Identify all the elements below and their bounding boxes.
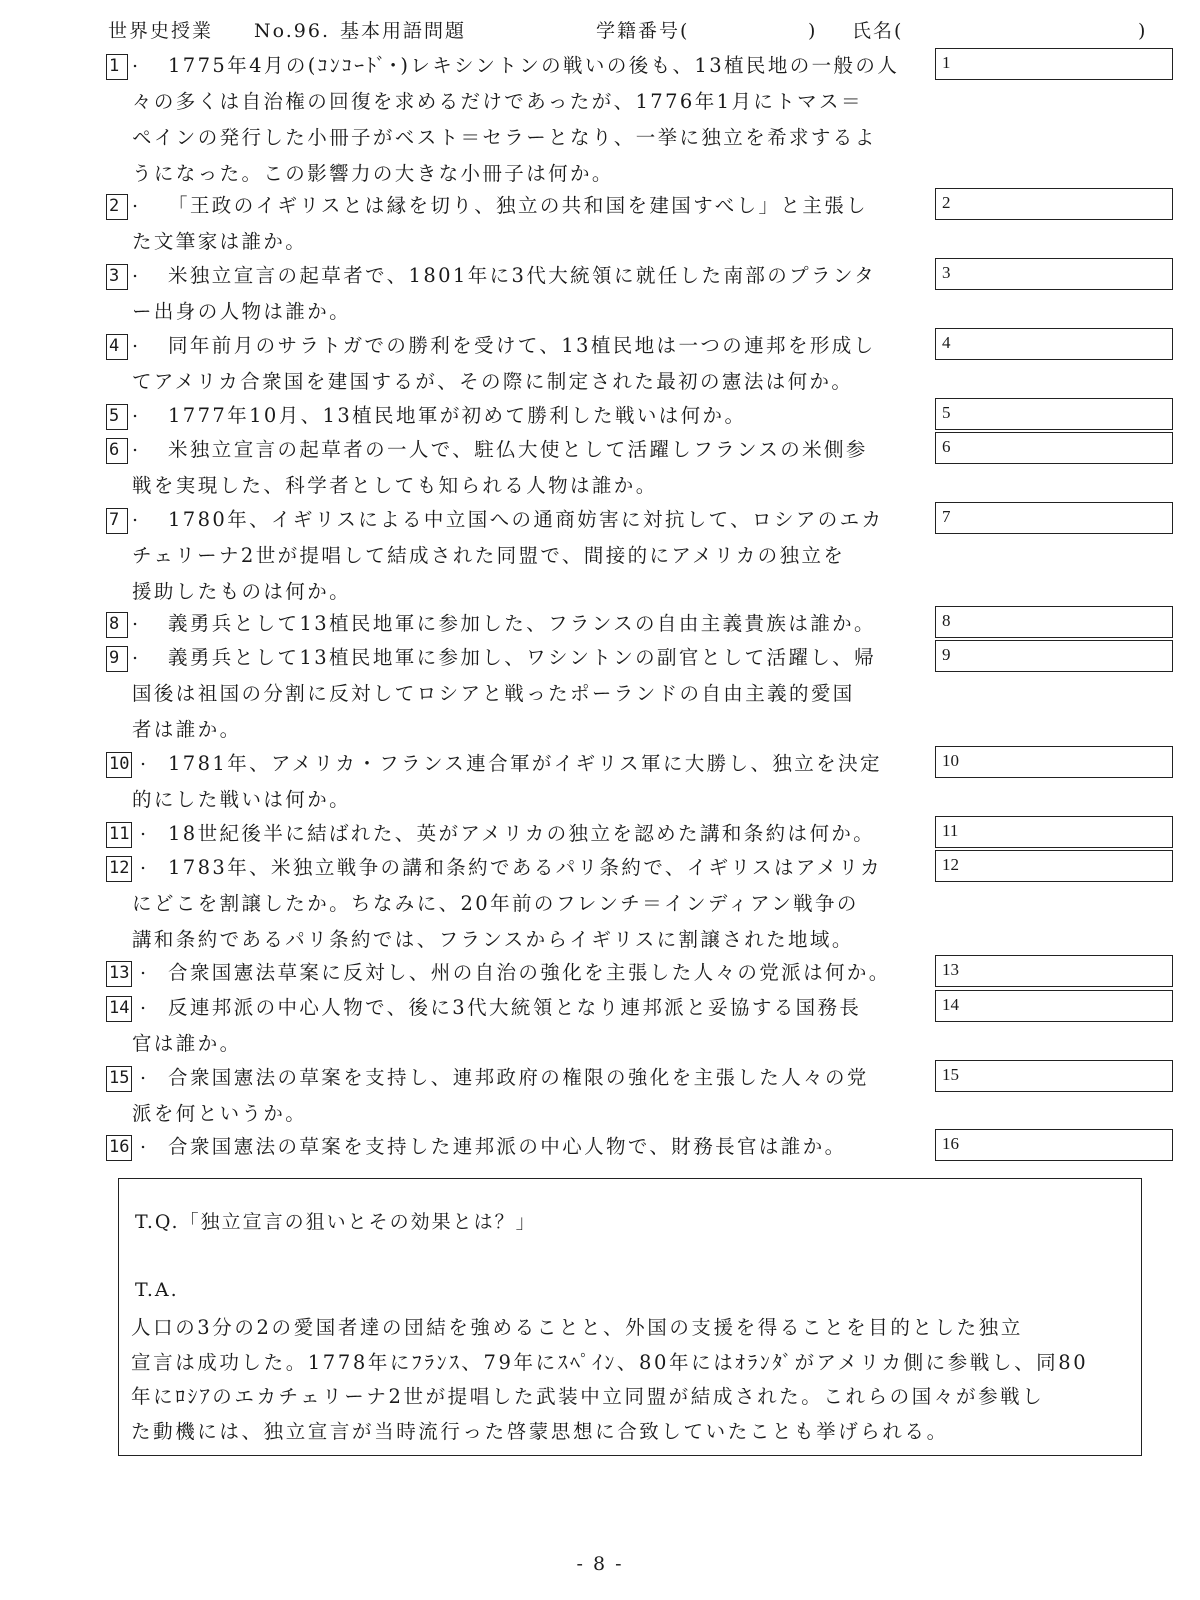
student-id-label: 学籍番号( <box>596 20 690 42</box>
question-text <box>168 955 1056 991</box>
answer-box[interactable]: 1 <box>935 48 1173 80</box>
question-text-line: てアメリカ合衆国を建国するが、その際に制定された最初の憲法は何か。 <box>132 370 854 393</box>
question-text <box>132 432 1056 504</box>
question-number-dot: . <box>132 50 139 72</box>
answer-box[interactable]: 12 <box>935 850 1173 882</box>
answer-box[interactable]: 16 <box>935 1129 1173 1161</box>
answer-box[interactable]: 8 <box>935 606 1173 638</box>
worksheet-number: No.96. <box>254 20 330 42</box>
question-number-box: 7 <box>106 508 128 534</box>
question-text-line: 1780年、イギリスによる中立国への通商妨害に対抗して、ロシアのエカ <box>168 508 884 531</box>
question-text-line: チェリーナ2世が提唱して結成された同盟で、間接的にアメリカの独立を <box>132 544 846 567</box>
question-text-line: 1775年4月の(ｺﾝｺｰﾄﾞ･)レキシントンの戦いの後も、13植民地の一般の人 <box>168 54 900 77</box>
tq-answer-line: 人口の3分の2の愛国者達の団結を強めることと、外国の支援を得ることを目的とした独立 <box>131 1316 1023 1339</box>
question-number-dot: . <box>140 852 147 874</box>
question-text <box>132 746 1056 818</box>
question-text-line: 合衆国憲法の草案を支持し、連邦政府の権限の強化を主張した人々の党 <box>168 1066 869 1089</box>
worksheet-subject: 基本用語問題 <box>340 20 467 42</box>
question-number-dot: . <box>140 1131 147 1153</box>
question-text-line: 国後は祖国の分割に反対してロシアと戦ったポーランドの自由主義的愛国 <box>132 682 855 705</box>
question-text-line: ペインの発行した小冊子がベスト＝セラーとなり、一挙に独立を希求するよ <box>132 126 877 149</box>
question-text <box>132 188 1056 260</box>
question-text <box>168 398 1056 434</box>
question-text-line: 同年前月のサラトガでの勝利を受けて、13植民地は一つの連邦を形成し <box>168 334 876 357</box>
question-number-dot: . <box>132 330 139 352</box>
question-text-line: た文筆家は誰か。 <box>132 230 308 253</box>
answer-box[interactable]: 10 <box>935 746 1173 778</box>
question-text-line: 派を何というか。 <box>132 1102 308 1125</box>
question-number-dot: . <box>132 260 139 282</box>
question-text <box>132 1060 1056 1132</box>
question-text-line: 合衆国憲法草案に反対し、州の自治の強化を主張した人々の党派は何か。 <box>168 961 891 984</box>
question-text-line: にどこを割譲したか。ちなみに、20年前のフレンチ＝インディアン戦争の <box>132 892 859 915</box>
answer-box[interactable]: 14 <box>935 990 1173 1022</box>
question-text-line: 米独立宣言の起草者の一人で、駐仏大使として活躍しフランスの米側参 <box>168 438 868 461</box>
course-title: 世界史授業 <box>108 20 214 42</box>
question-number-box: 12 <box>106 856 132 882</box>
question-number-dot: . <box>140 957 147 979</box>
question-number-box: 6 <box>106 438 128 464</box>
tq-answer-line: 宣言は成功した。1778年にﾌﾗﾝｽ、79年にｽﾍﾟｲﾝ、80年にはｵﾗﾝﾀﾞがアメリカ側に参戦し、同80 <box>131 1350 1089 1374</box>
question-text-line: 官は誰か。 <box>132 1032 242 1055</box>
answer-box[interactable]: 13 <box>935 955 1173 987</box>
answer-box[interactable]: 15 <box>935 1060 1173 1092</box>
question-number-box: 15 <box>106 1066 132 1092</box>
question-text <box>132 502 1056 610</box>
question-text-line: 1783年、米独立戦争の講和条約であるパリ条約で、イギリスはアメリカ <box>168 856 883 879</box>
question-number-box: 11 <box>106 822 132 848</box>
question-number-dot: . <box>132 400 139 422</box>
question-text-line: 「王政のイギリスとは縁を切り、独立の共和国を建国すべし」と主張し <box>168 194 869 217</box>
question-text <box>132 850 1056 958</box>
answer-box[interactable]: 4 <box>935 328 1173 360</box>
question-text <box>132 48 1056 192</box>
question-number-box: 8 <box>106 612 128 638</box>
tq-question: T.Q.「独立宣言の狙いとその効果とは？」 <box>135 1211 537 1233</box>
question-text-line: 戦を実現した、科学者としても知られる人物は誰か。 <box>132 474 658 497</box>
question-text-line: 合衆国憲法の草案を支持した連邦派の中心人物で、財務長官は誰か。 <box>168 1135 847 1158</box>
question-number-dot: . <box>132 642 139 664</box>
question-text <box>168 816 1056 852</box>
answer-box[interactable]: 6 <box>935 432 1173 464</box>
tq-answer-body <box>131 1311 1131 1449</box>
question-text-line: 講和条約であるパリ条約では、フランスからイギリスに割譲された地域。 <box>132 928 854 951</box>
answer-box[interactable]: 11 <box>935 816 1173 848</box>
question-number-box: 14 <box>106 996 132 1022</box>
question-text-line: ー出身の人物は誰か。 <box>132 300 352 323</box>
question-number-dot: . <box>132 504 139 526</box>
question-number-box: 5 <box>106 404 128 430</box>
question-number-box: 4 <box>106 334 128 360</box>
question-text-line: 1781年、アメリカ・フランス連合軍がイギリス軍に大勝し、独立を決定 <box>168 752 882 775</box>
answer-box[interactable]: 2 <box>935 188 1173 220</box>
question-number-dot: . <box>140 992 147 1014</box>
question-text <box>132 258 1056 330</box>
question-number-box: 10 <box>106 752 132 778</box>
answer-box[interactable]: 9 <box>935 640 1173 672</box>
tq-answer-line: た動機には、独立宣言が当時流行った啓蒙思想に合致していたことも挙げられる。 <box>131 1419 949 1443</box>
question-text-line: 義勇兵として13植民地軍に参加した、フランスの自由主義貴族は誰か。 <box>168 612 876 635</box>
tq-answer-line: 年にﾛｼｱのエカチェリーナ2世が提唱した武装中立同盟が結成された。これらの国々が参戦し <box>131 1385 1045 1408</box>
question-number-box: 1 <box>106 54 128 80</box>
question-number-dot: . <box>132 434 139 456</box>
question-number-box: 9 <box>106 646 128 672</box>
tq-box <box>118 1178 1142 1456</box>
question-number-dot: . <box>140 748 147 770</box>
question-number-dot: . <box>140 1062 147 1084</box>
question-text-line: 1777年10月、13植民地軍が初めて勝利した戦いは何か。 <box>168 404 747 427</box>
question-text <box>168 606 1056 642</box>
question-number-dot: . <box>132 190 139 212</box>
question-number-box: 3 <box>106 264 128 290</box>
answer-box[interactable]: 3 <box>935 258 1173 290</box>
question-text <box>168 1129 1056 1165</box>
answer-box[interactable]: 7 <box>935 502 1173 534</box>
name-close: ) <box>1138 20 1148 42</box>
question-number-box: 16 <box>106 1135 132 1161</box>
question-text <box>132 990 1056 1062</box>
student-id-close: ) <box>808 20 818 42</box>
question-text-line: 義勇兵として13植民地軍に参加し、ワシントンの副官として活躍し、帰 <box>168 646 877 669</box>
question-number-dot: . <box>132 608 139 630</box>
question-text-line: 者は誰か。 <box>132 718 242 741</box>
page-number: - 8 - <box>576 1553 624 1575</box>
question-text-line: 援助したものは何か。 <box>132 580 352 603</box>
question-text-line: 米独立宣言の起草者で、1801年に3代大統領に就任した南部のプランタ <box>168 264 876 287</box>
question-number-box: 13 <box>106 961 132 987</box>
question-text <box>132 328 1056 400</box>
question-number-dot: . <box>140 818 147 840</box>
answer-box[interactable]: 5 <box>935 398 1173 430</box>
question-text-line: 18世紀後半に結ばれた、英がアメリカの独立を認めた講和条約は何か。 <box>168 822 876 845</box>
name-label: 氏名( <box>852 20 904 42</box>
question-text-line: 々の多くは自治権の回復を求めるだけであったが、1776年1月にトマス＝ <box>132 90 863 113</box>
question-text-line: 反連邦派の中心人物で、後に3代大統領となり連邦派と妥協する国務長 <box>168 996 862 1019</box>
question-text-line: 的にした戦いは何か。 <box>132 788 352 811</box>
worksheet-header <box>108 16 1168 46</box>
question-text <box>132 640 1056 748</box>
question-text-line: うになった。この影響力の大きな小冊子は何か。 <box>132 162 614 185</box>
tq-answer-label: T.A. <box>135 1279 179 1301</box>
question-number-box: 2 <box>106 194 128 220</box>
